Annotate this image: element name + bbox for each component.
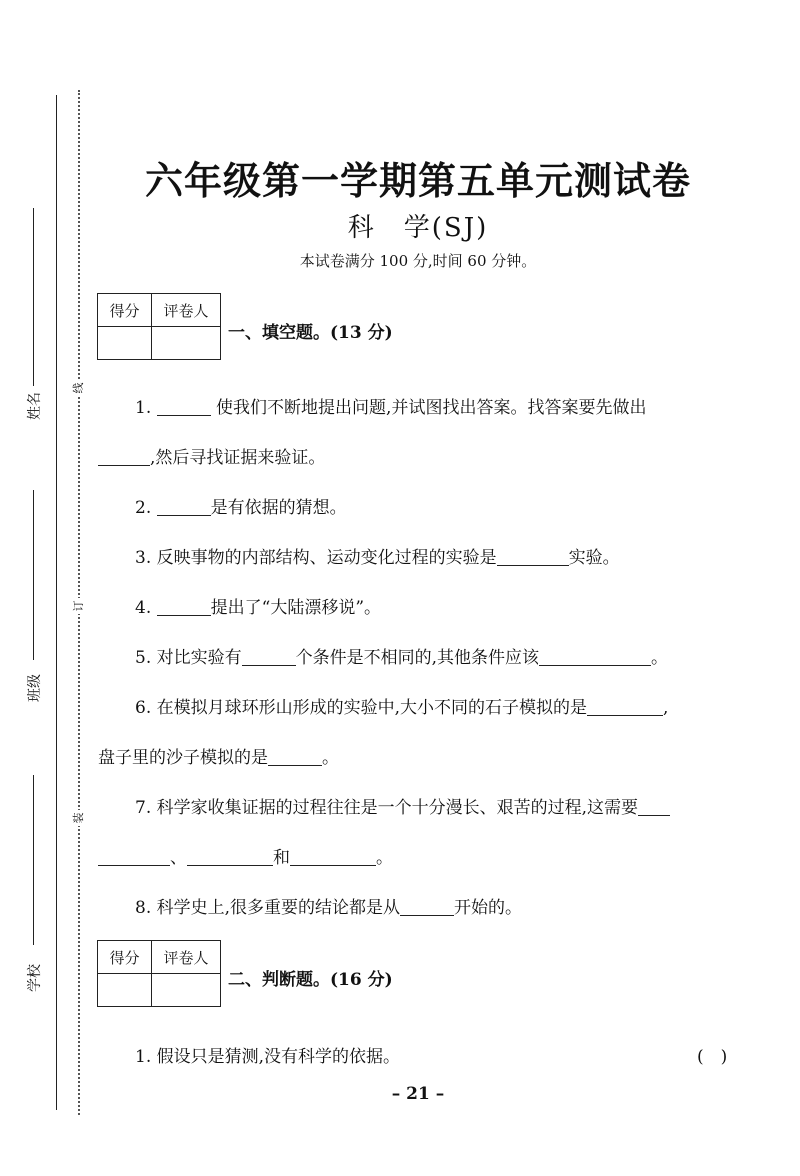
score-box-1 [97, 293, 221, 360]
q5-tail: 。 [651, 648, 669, 668]
q1-text: 使我们不断地提出问题,并试图找出答案。找答案要先做出 [216, 398, 647, 418]
class-field-line [33, 490, 34, 660]
score-cell[interactable] [98, 974, 152, 1007]
section-heading-fill: 一、填空题。(13 分) [228, 323, 393, 343]
subject-title: 科 学(SJ) [347, 213, 489, 243]
question-6-line-1 [135, 693, 668, 718]
question-7-line-1 [135, 793, 670, 818]
q7-text: 7. 科学家收集证据的过程往往是一个十分漫长、艰苦的过程,这需要 [135, 798, 639, 818]
school-label: 学校 [27, 964, 43, 992]
answer-blank[interactable] [539, 647, 651, 666]
q5-text: 5. 对比实验有 [135, 648, 242, 668]
question-7-line-2 [98, 843, 393, 868]
answer-blank[interactable] [98, 447, 150, 466]
answer-blank[interactable] [242, 647, 296, 666]
q3-text: 3. 反映事物的内部结构、运动变化过程的实验是 [135, 548, 497, 568]
q6-text: 6. 在模拟月球环形山形成的实验中,大小不同的石子模拟的是 [135, 698, 588, 718]
question-4 [135, 593, 381, 618]
section-heading-judge: 二、判断题。(16 分) [228, 970, 393, 990]
answer-blank[interactable] [587, 697, 663, 716]
q2-text: 是有依据的猜想。 [210, 498, 347, 518]
school-field-line [33, 775, 34, 945]
binding-line [56, 95, 57, 1110]
grader-cell[interactable] [152, 974, 221, 1007]
q2-number: 2. [135, 498, 152, 518]
answer-parentheses[interactable]: ( ) [697, 1047, 728, 1067]
answer-blank[interactable] [497, 547, 569, 566]
question-1-line-1 [135, 393, 646, 418]
question-8 [135, 893, 522, 918]
q4-text: 提出了“大陆漂移说”。 [210, 598, 382, 618]
q3-tail: 实验。 [568, 548, 620, 568]
judge-question-1: 1. 假设只是猜测,没有科学的依据。 [135, 1047, 401, 1067]
page-number: – 21 – [391, 1084, 445, 1104]
question-6-line-2 [98, 743, 339, 768]
cut-mark-top: 线 [70, 380, 86, 396]
answer-blank[interactable] [400, 897, 454, 916]
answer-blank[interactable] [157, 397, 211, 416]
answer-blank[interactable] [187, 847, 273, 866]
grader-label: 评卷人 [152, 941, 221, 974]
cut-mark-bottom: 装 [70, 810, 86, 826]
answer-blank[interactable] [290, 847, 376, 866]
q5-mid: 个条件是不相同的,其他条件应该 [295, 648, 540, 668]
q1-number: 1. [135, 398, 152, 418]
page-title: 六年级第一学期第五单元测试卷 [144, 158, 691, 203]
score-label: 得分 [98, 294, 152, 327]
q6-tail: , [663, 698, 669, 718]
q1-text-cont: ,然后寻找证据来验证。 [150, 448, 326, 468]
name-label: 姓名 [27, 392, 43, 420]
score-label: 得分 [98, 941, 152, 974]
class-label: 班级 [27, 674, 43, 702]
question-1-line-2 [98, 443, 325, 468]
grader-cell[interactable] [152, 327, 221, 360]
q4-number: 4. [135, 598, 152, 618]
grader-label: 评卷人 [152, 294, 221, 327]
q8-text: 8. 科学史上,很多重要的结论都是从 [135, 898, 401, 918]
q6-text-cont: 盘子里的沙子模拟的是 [98, 748, 268, 768]
question-2 [135, 493, 347, 518]
q6-tail-2: 。 [322, 748, 339, 768]
q7-sep-1: 、 [170, 848, 187, 868]
score-box-2 [97, 940, 221, 1007]
q8-tail: 开始的。 [454, 898, 523, 918]
q7-sep-2: 和 [273, 848, 290, 868]
question-5 [135, 643, 668, 668]
answer-blank[interactable] [157, 497, 211, 516]
answer-blank[interactable] [638, 797, 670, 816]
q7-tail: 。 [376, 848, 393, 868]
cut-mark-middle: 订 [70, 598, 86, 614]
exam-note: 本试卷满分 100 分,时间 60 分钟。 [299, 252, 537, 270]
question-3 [135, 543, 620, 568]
score-cell[interactable] [98, 327, 152, 360]
answer-blank[interactable] [157, 597, 211, 616]
answer-blank[interactable] [98, 847, 170, 866]
answer-blank[interactable] [268, 747, 322, 766]
